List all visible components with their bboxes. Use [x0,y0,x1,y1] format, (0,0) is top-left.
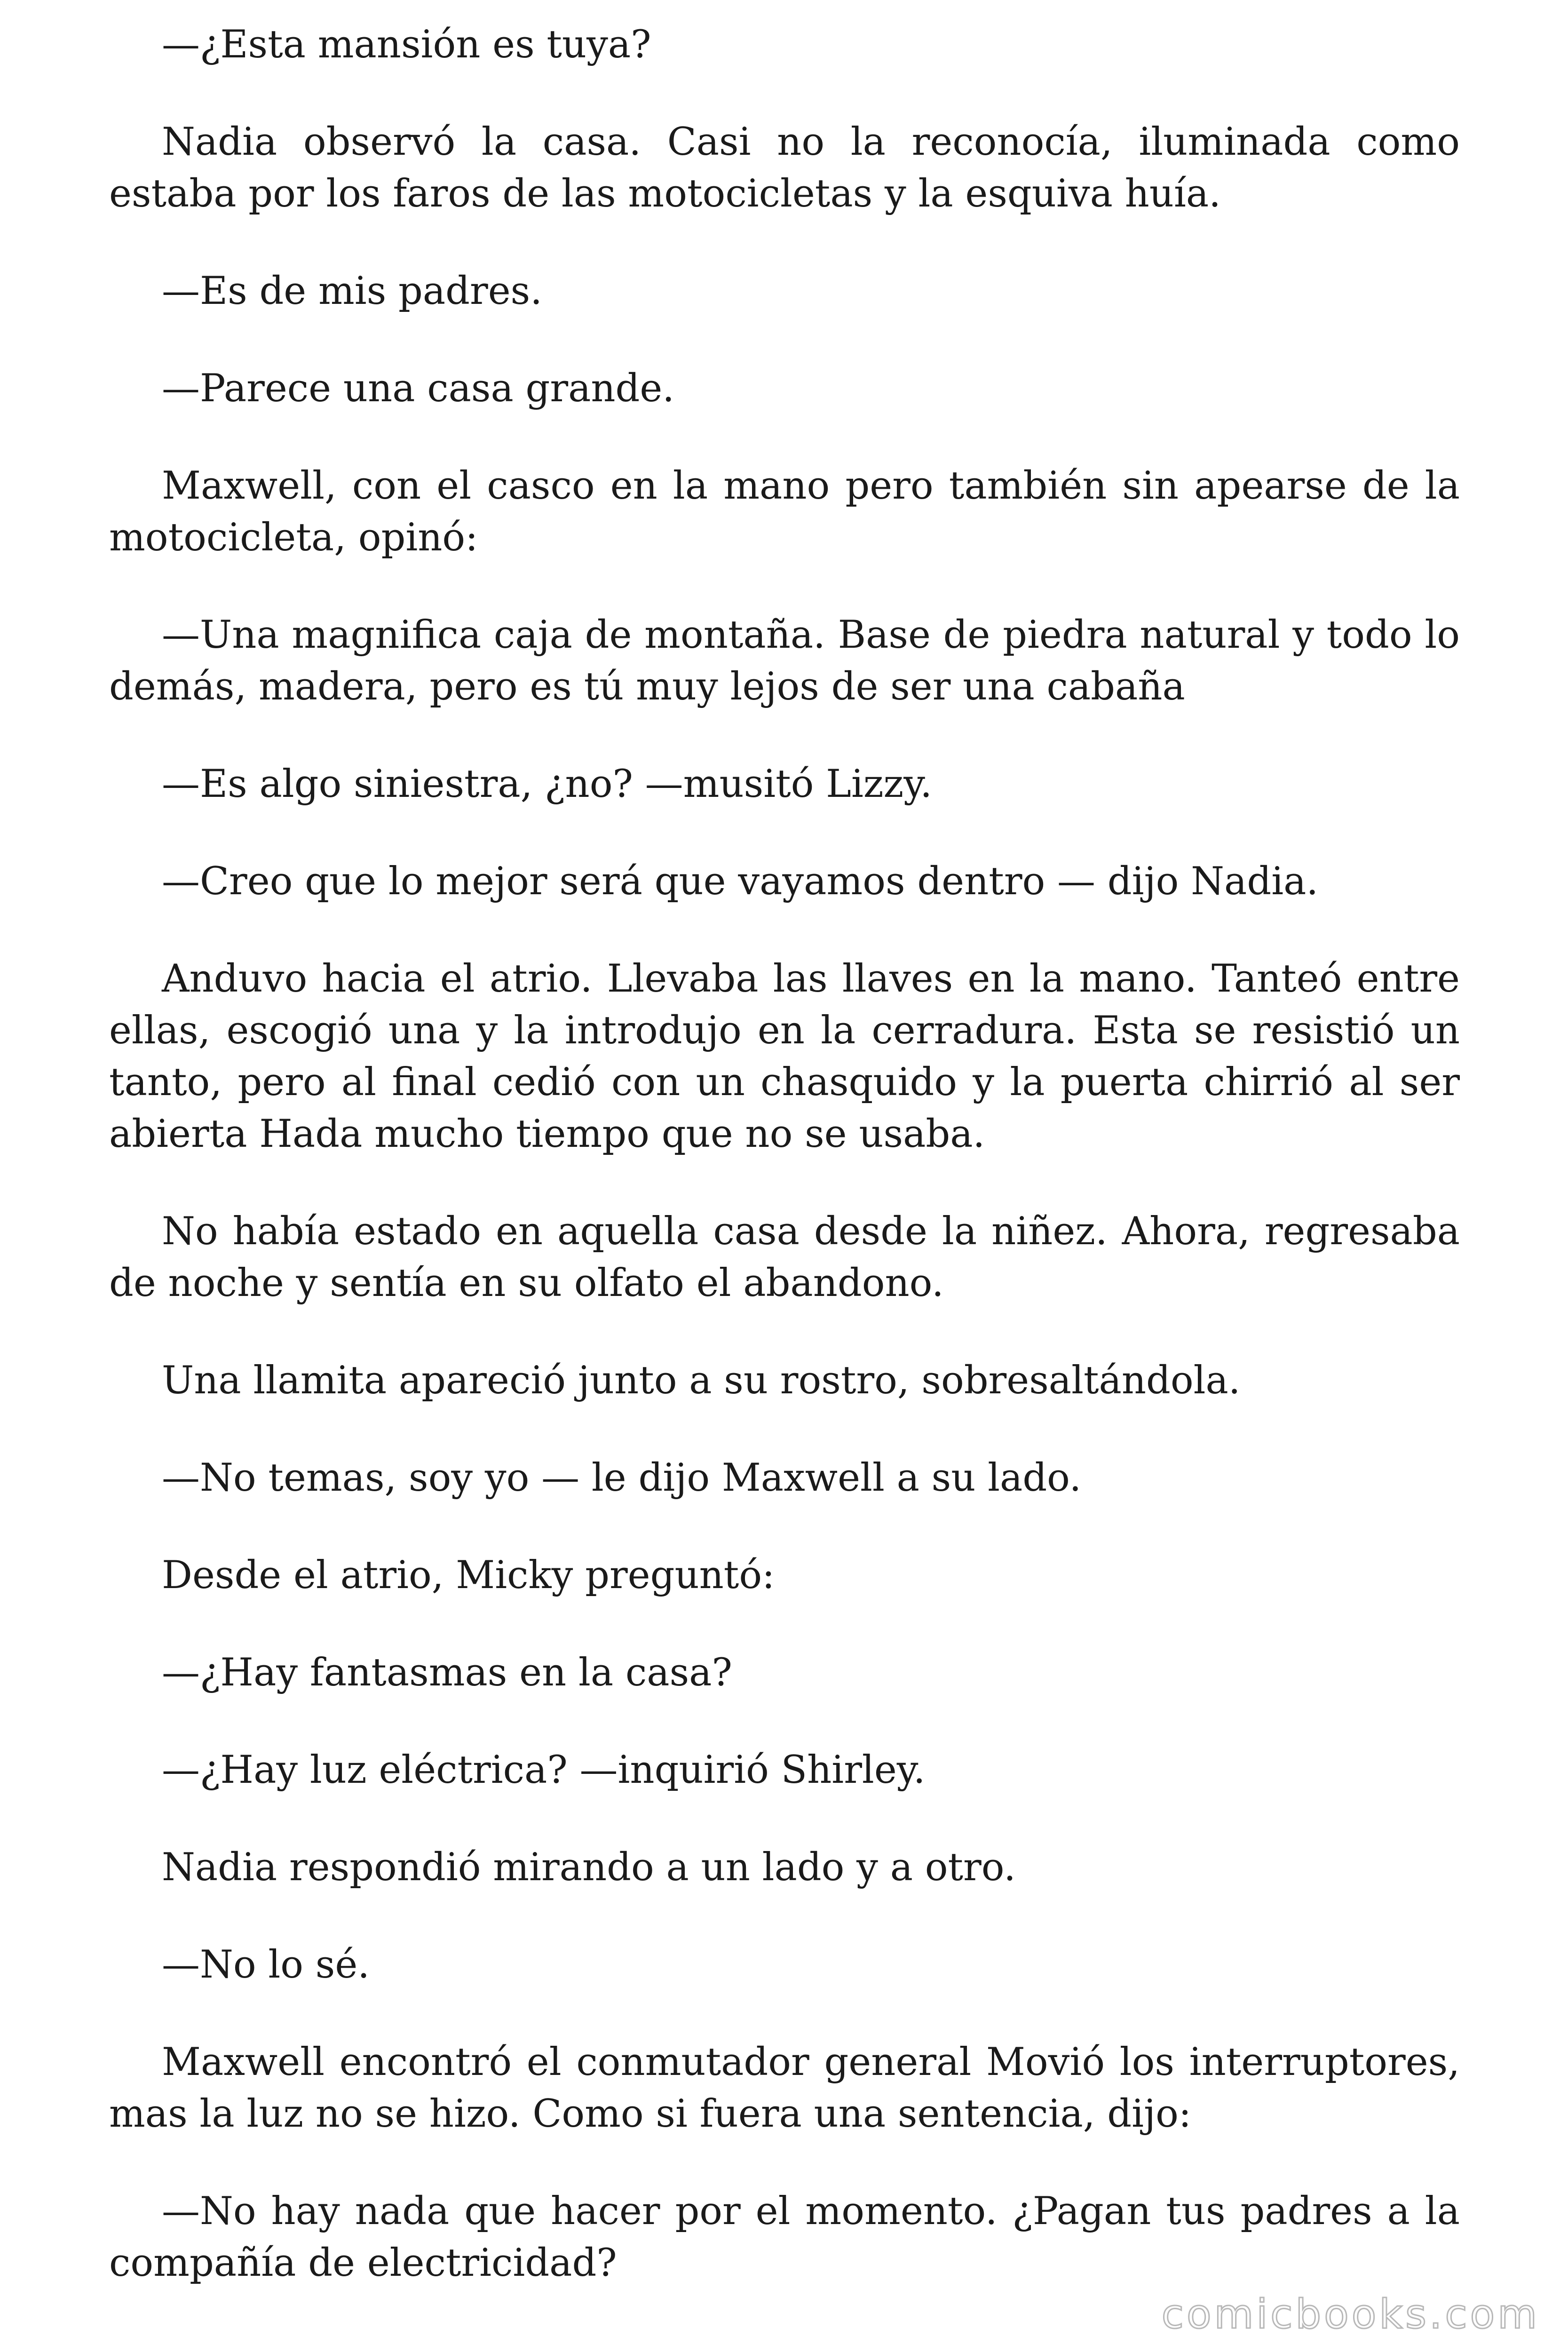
paragraph: Una llamita apareció junto a su rostro, sobresaltándola. [162,1359,1241,1403]
paragraph: —Es algo siniestra, ¿no? —musitó Lizzy. [162,762,932,806]
paragraph: Maxwell, con el casco en la mano pero también sin apearse de la motocicleta, opinó: [109,464,1460,560]
paragraph: Nadia observó la casa. Casi no la reconocía, iluminada como estaba por los faros de las motocicletas y la esquiva huía. [109,120,1460,216]
paragraph: Desde el atrio, Micky preguntó: [162,1553,775,1597]
paragraph: Anduvo hacia el atrio. Llevaba las llaves en la mano. Tanteó entre ellas, escogió una y la introdujo en la cerradura. Esta se resistió un tanto, pero al final cedió con un chasquido y la puerta chirrió al ser abierta Hada mucho tiempo que no se usaba. [109,957,1460,1156]
paragraph: —¿Hay luz eléctrica? —inquirió Shirley. [162,1748,926,1792]
paragraph: —No lo sé. [162,1943,370,1987]
paragraph: —No hay nada que hacer por el momento. ¿Pagan tus padres a la compañía de electricidad? [109,2189,1460,2285]
book-page [109,19,1460,2335]
paragraph: Nadia respondió mirando a un lado y a otro. [162,1845,1016,1890]
paragraph: —Creo que lo mejor será que vayamos dentro — dijo Nadia. [162,859,1319,904]
paragraph: No había estado en aquella casa desde la niñez. Ahora, regresaba de noche y sentía en su olfato el abandono. [109,1209,1460,1305]
paragraph: Maxwell encontró el conmutador general Movió los interruptores, mas la luz no se hizo. Como si fuera una sentencia, dijo: [109,2040,1460,2136]
watermark: comicbooks.com [1161,2291,1540,2338]
paragraph: —Es de mis padres. [162,269,542,313]
paragraph: —Una magnifica caja de montaña. Base de piedra natural y todo lo demás, madera, pero es tú muy lejos de ser una cabaña [109,613,1460,709]
paragraph: —¿Hay fantasmas en la casa? [162,1651,732,1695]
paragraph: —¿Esta mansión es tuya? [162,23,651,67]
paragraph: —Parece una casa grande. [162,366,675,411]
paragraph: —No temas, soy yo — le dijo Maxwell a su lado. [162,1456,1082,1500]
